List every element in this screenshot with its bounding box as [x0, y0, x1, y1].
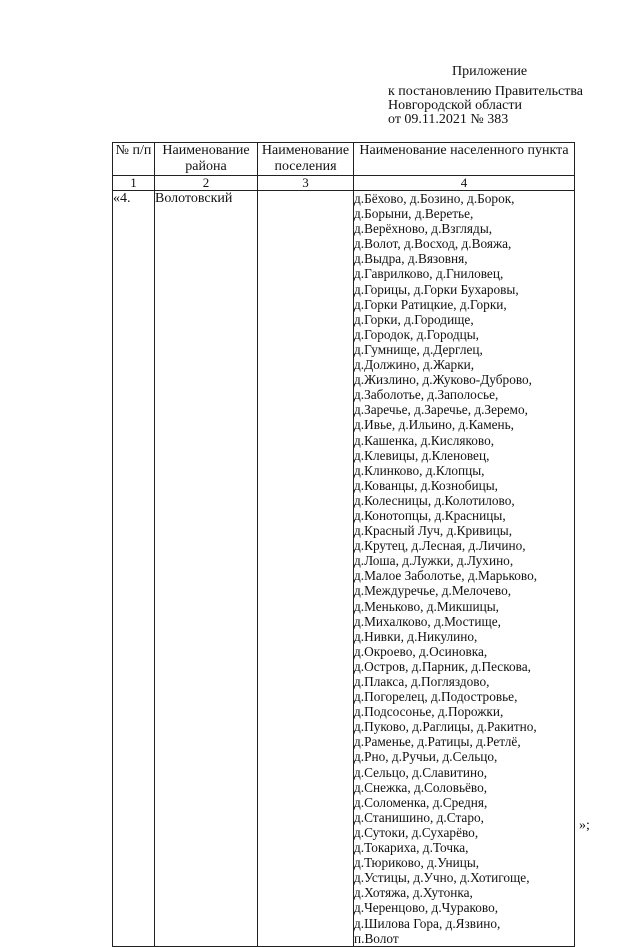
locality-line: д.Хотяжа, д.Хутонка,	[354, 885, 473, 901]
header-number: № п/п	[113, 143, 155, 176]
region-line: Новгородской области	[388, 98, 522, 113]
column-number-row	[113, 176, 575, 191]
locality-line: п.Волот	[354, 930, 399, 946]
locality-line: д.Заречье, д.Заречье, д.Зеремо,	[354, 402, 528, 418]
locality-line: д.Городок, д.Городцы,	[354, 326, 480, 342]
locality-line: д.Волот, д.Восход, д.Вояжа,	[354, 236, 512, 252]
locality-line: д.Устицы, д.Учно, д.Хотигоще,	[354, 870, 530, 886]
locality-line: д.Должино, д.Жарки,	[354, 357, 475, 373]
locality-line: д.Раменье, д.Ратицы, д.Ретлё,	[354, 734, 521, 750]
locality-line: д.Рно, д.Ручьи, д.Сельцо,	[354, 749, 498, 765]
locality-line: д.Междуречье, д.Мелочево,	[354, 583, 512, 599]
locality-line: д.Лоша, д.Лужки, д.Лухино,	[354, 553, 514, 569]
locality-line: д.Колесницы, д.Колотилово,	[354, 492, 515, 508]
column-number-3: 3	[258, 176, 354, 191]
locality-line: д.Подсосонье, д.Порожки,	[354, 704, 504, 720]
settlement-name	[258, 191, 354, 947]
locality-line: д.Жизлино, д.Жуково-Дуброво,	[354, 372, 533, 388]
locality-line: д.Нивки, д.Никулино,	[354, 628, 478, 644]
locality-line: д.Черенцово, д.Чураково,	[354, 900, 499, 916]
locality-line: д.Заболотье, д.Заполосье,	[354, 387, 499, 403]
locality-line: д.Соломенка, д.Средня,	[354, 794, 488, 810]
locality-line: д.Клинково, д.Клопцы,	[354, 462, 485, 478]
locality-line: д.Клевицы, д.Кленовец,	[354, 447, 490, 463]
district-name: Волотовский	[155, 191, 258, 947]
closing-quote: »;	[579, 818, 590, 833]
resolution-reference-line: к постановлению Правительства	[388, 84, 584, 99]
locality-line: д.Борыни, д.Веретье,	[354, 206, 474, 222]
locality-line: д.Михалково, д.Мостище,	[354, 613, 501, 629]
column-number-4: 4	[354, 176, 575, 191]
header-district: Наименование района	[155, 143, 258, 176]
appendix-header	[0, 0, 635, 140]
locality-line: д.Пуково, д.Раглицы, д.Ракитно,	[354, 719, 537, 735]
locality-line: д.Верёхново, д.Взгляды,	[354, 221, 493, 237]
locality-line: д.Токариха, д.Точка,	[354, 840, 469, 856]
locality-line: д.Конотопцы, д.Красницы,	[354, 507, 506, 523]
appendix-title: Приложение	[452, 64, 528, 79]
column-number-2: 2	[155, 176, 258, 191]
locality-line: д.Остров, д.Парник, д.Пескова,	[354, 658, 531, 674]
locality-line: д.Гумнище, д.Дерглец,	[354, 341, 483, 357]
locality-line: д.Погорелец, д.Подостровье,	[354, 689, 518, 705]
header-locality: Наименование населенного пункта	[354, 143, 575, 176]
locality-line: д.Меньково, д.Микшицы,	[354, 598, 499, 614]
locality-line: д.Горки Ратицкие, д.Горки,	[354, 296, 507, 312]
locality-line: д.Станишино, д.Старо,	[354, 809, 484, 825]
locality-line: д.Малое Заболотье, д.Марьково,	[354, 568, 538, 584]
locality-line: д.Гаврилково, д.Гниловец,	[354, 266, 504, 282]
header-settlement: Наименование поселения	[258, 143, 354, 176]
locality-line: д.Сутоки, д.Сухарёво,	[354, 824, 479, 840]
locality-line: д.Плакса, д.Погляздово,	[354, 674, 490, 689]
table-row	[113, 191, 575, 947]
locality-line: д.Шилова Гора, д.Язвино,	[354, 915, 501, 931]
column-number-1: 1	[113, 176, 155, 191]
locality-line: д.Окроево, д.Осиновка,	[354, 643, 488, 659]
row-number: «4.	[113, 191, 155, 947]
locality-line: д.Кашенка, д.Кисляково,	[354, 432, 495, 448]
locality-line: д.Красный Луч, д.Кривицы,	[354, 523, 513, 539]
locality-line: д.Выдра, д.Вязовня,	[354, 251, 468, 267]
locality-line: д.Сельцо, д.Славитино,	[354, 764, 488, 780]
locality-line: д.Горицы, д.Горки Бухаровы,	[354, 281, 519, 297]
locality-line: д.Бёхово, д.Бозино, д.Борок,	[354, 191, 515, 206]
locality-line: д.Тюриково, д.Уницы,	[354, 855, 480, 871]
locality-list	[354, 191, 575, 947]
locality-line: д.Ивье, д.Ильино, д.Камень,	[354, 417, 515, 433]
table-header-row	[113, 143, 575, 176]
locality-line: д.Крутец, д.Лесная, д.Личино,	[354, 538, 526, 554]
locality-line: д.Горки, д.Городище,	[354, 311, 474, 327]
resolution-date-line: от 09.11.2021 № 383	[388, 112, 509, 127]
locality-line: д.Снежка, д.Соловьёво,	[354, 779, 488, 795]
locality-line: д.Кованцы, д.Кознобицы,	[354, 477, 498, 493]
localities-table	[112, 142, 575, 947]
